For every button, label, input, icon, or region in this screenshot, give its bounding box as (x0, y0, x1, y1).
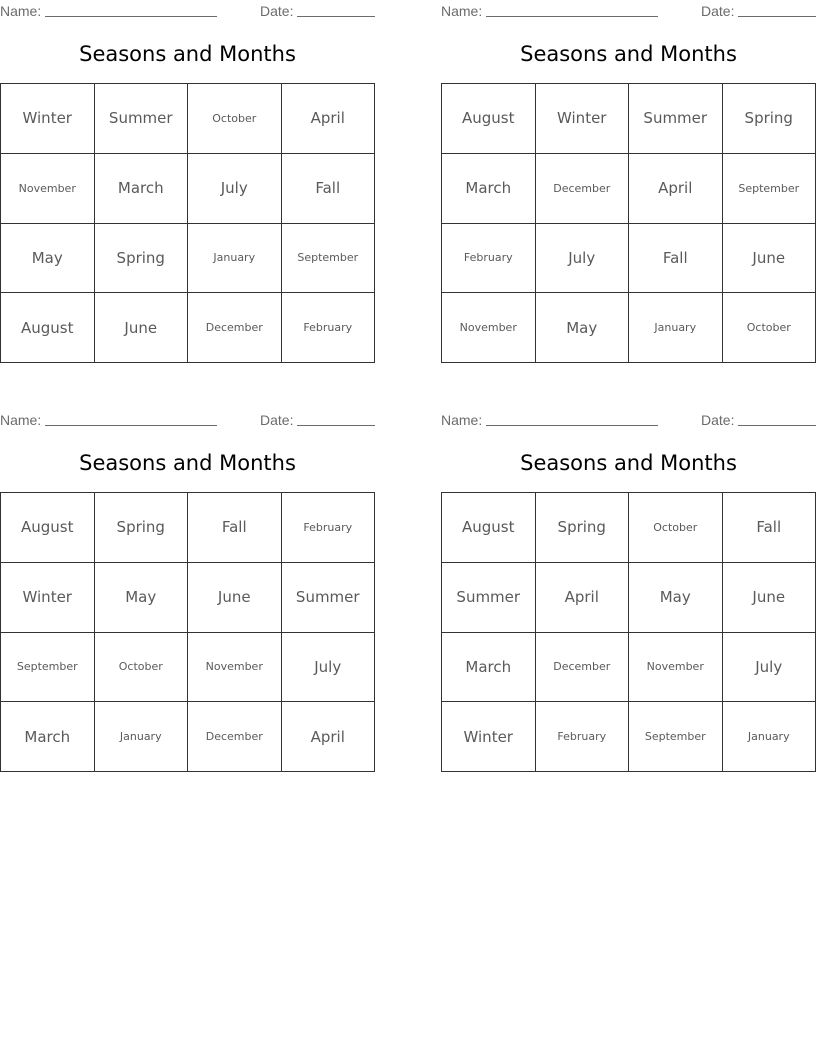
grid-cell: June (723, 224, 816, 294)
grid-cell: October (629, 493, 723, 563)
grid-cell: December (188, 702, 282, 772)
card-title: Seasons and Months (79, 42, 296, 66)
grid-cell: March (442, 633, 536, 703)
date-label: Date: (260, 412, 294, 428)
name-label: Name: (0, 412, 42, 428)
grid-cell: Fall (188, 493, 282, 563)
grid-cell: July (282, 633, 376, 703)
grid-cell: April (282, 702, 376, 772)
name-label: Name: (0, 3, 42, 19)
date-line (738, 425, 816, 426)
grid-cell: January (95, 702, 189, 772)
grid-cell: November (1, 154, 95, 224)
grid-cell: Summer (95, 84, 189, 154)
grid-cell: Winter (1, 563, 95, 633)
grid-cell: December (188, 293, 282, 363)
grid-cell: May (536, 293, 630, 363)
bingo-card (0, 409, 375, 746)
grid-cell: January (723, 702, 816, 772)
grid-cell: August (1, 293, 95, 363)
card-title: Seasons and Months (520, 451, 737, 475)
grid-cell: February (442, 224, 536, 294)
date-line (297, 425, 375, 426)
grid-cell: March (95, 154, 189, 224)
card-title: Seasons and Months (520, 42, 737, 66)
grid-cell: September (723, 154, 816, 224)
name-line (486, 425, 658, 426)
grid-cell: Fall (282, 154, 376, 224)
name-line (45, 425, 217, 426)
bingo-grid (441, 83, 816, 363)
grid-cell: August (1, 493, 95, 563)
grid-cell: Spring (95, 224, 189, 294)
grid-cell: May (95, 563, 189, 633)
card-title: Seasons and Months (79, 451, 296, 475)
grid-cell: September (1, 633, 95, 703)
bingo-grid (0, 492, 375, 772)
name-label: Name: (441, 412, 483, 428)
grid-cell: Winter (442, 702, 536, 772)
grid-cell: August (442, 493, 536, 563)
name-date-row (0, 409, 375, 431)
grid-cell: Summer (282, 563, 376, 633)
grid-cell: July (723, 633, 816, 703)
grid-cell: July (536, 224, 630, 294)
date-label: Date: (701, 412, 735, 428)
grid-cell: November (442, 293, 536, 363)
grid-cell: September (282, 224, 376, 294)
grid-cell: Fall (723, 493, 816, 563)
grid-cell: Winter (1, 84, 95, 154)
grid-cell: August (442, 84, 536, 154)
grid-cell: June (95, 293, 189, 363)
grid-cell: January (188, 224, 282, 294)
grid-cell: Summer (629, 84, 723, 154)
grid-cell: March (1, 702, 95, 772)
grid-cell: June (723, 563, 816, 633)
name-date-row (0, 0, 375, 22)
name-line (45, 16, 217, 17)
bingo-card (441, 409, 816, 746)
grid-cell: November (188, 633, 282, 703)
date-line (297, 16, 375, 17)
grid-cell: June (188, 563, 282, 633)
grid-cell: February (536, 702, 630, 772)
grid-cell: May (629, 563, 723, 633)
grid-cell: May (1, 224, 95, 294)
grid-cell: July (188, 154, 282, 224)
bingo-grid (0, 83, 375, 363)
grid-cell: September (629, 702, 723, 772)
grid-cell: January (629, 293, 723, 363)
grid-cell: February (282, 293, 376, 363)
bingo-grid (441, 492, 816, 772)
grid-cell: Spring (536, 493, 630, 563)
name-date-row (441, 409, 816, 431)
name-label: Name: (441, 3, 483, 19)
name-date-row (441, 0, 816, 22)
grid-cell: December (536, 633, 630, 703)
date-line (738, 16, 816, 17)
grid-cell: December (536, 154, 630, 224)
grid-cell: Summer (442, 563, 536, 633)
grid-cell: October (188, 84, 282, 154)
bingo-card (0, 0, 375, 337)
name-line (486, 16, 658, 17)
grid-cell: Winter (536, 84, 630, 154)
bingo-card (441, 0, 816, 337)
grid-cell: February (282, 493, 376, 563)
grid-cell: Fall (629, 224, 723, 294)
grid-cell: March (442, 154, 536, 224)
grid-cell: November (629, 633, 723, 703)
grid-cell: October (95, 633, 189, 703)
grid-cell: April (282, 84, 376, 154)
grid-cell: Spring (95, 493, 189, 563)
grid-cell: April (629, 154, 723, 224)
date-label: Date: (260, 3, 294, 19)
grid-cell: Spring (723, 84, 816, 154)
grid-cell: April (536, 563, 630, 633)
grid-cell: October (723, 293, 816, 363)
date-label: Date: (701, 3, 735, 19)
